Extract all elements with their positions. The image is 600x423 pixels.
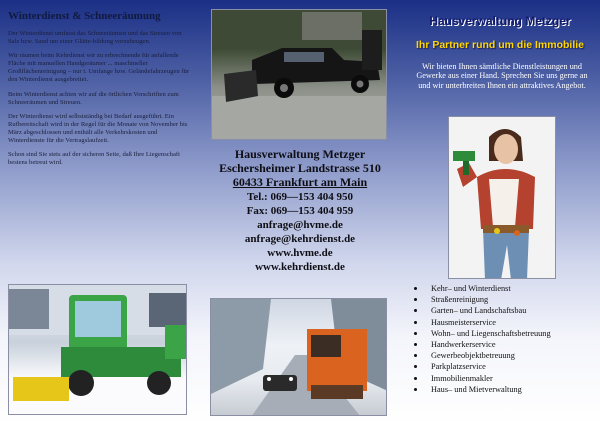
- fax-number: Fax: 069—153 404 959: [246, 205, 354, 217]
- list-item: Straßenreinigung: [412, 294, 592, 305]
- services-list: [412, 283, 592, 395]
- woman-with-drill-photo: [448, 116, 556, 279]
- email-link[interactable]: anfrage@hvme.de: [257, 219, 343, 231]
- list-item: Kehr– und Winterdienst: [412, 283, 592, 294]
- paragraph: Schon sind Sie stets auf der sicheren Seite, daß Ihre Liegenschaft bestens betreut wird.: [8, 151, 180, 167]
- city-address: 60433 Frankfurt am Main: [232, 175, 368, 189]
- paragraph: Beim Winterdienst achten wir auf die örtlichen Vorschriften zum Schneeräumen und Streuen.: [8, 90, 179, 106]
- list-item: Immobilienmakler: [412, 373, 592, 384]
- pickup-truck-photo: [211, 9, 387, 140]
- website-link[interactable]: www.kehrdienst.de: [255, 261, 345, 273]
- winterdienst-title: Winterdienst & Schneeräumung: [8, 10, 161, 22]
- company-name: Hausverwaltung Metzger: [234, 147, 366, 161]
- intro-text: Wir bieten Ihnen sämtliche Dienstleistungen und Gewerke aus einer Hand. Sprechen Sie uns gerne an und wir unterbreiten Ihnen ein attraktives Angebot.: [416, 62, 588, 90]
- contact-block: [200, 147, 400, 274]
- phone-number: Tel.: 069—153 404 950: [247, 191, 353, 203]
- list-item: Gewerbeobjektbetreuung: [412, 350, 592, 361]
- winter-road-gritter-photo: [210, 298, 387, 416]
- list-item: Hausmeisterservice: [412, 317, 592, 328]
- paragraph: Wir räumen beim Kehrdienst wir zu erbrechnende für anfallende Fläche mit manuellen Handgeräumer ... maschineller Großflächenreinigung – nur i. Umfange bzw. Geländefahrzeugen für den Winterdienst ausgebreitet.: [8, 52, 190, 84]
- email-link[interactable]: anfrage@kehrdienst.de: [244, 233, 356, 245]
- website-link[interactable]: www.hvme.de: [267, 247, 333, 259]
- list-item: Handwerkerservice: [412, 339, 592, 350]
- snow-sweeper-tractor-photo: [8, 284, 187, 415]
- street-address: Eschersheimer Landstrasse 510: [219, 161, 381, 175]
- company-title: Hausverwaltung Metzger: [429, 14, 571, 28]
- list-item: Haus– und Mietverwaltung: [412, 384, 592, 395]
- list-item: Wohn– und Liegenschaftsbetreuung: [412, 328, 592, 339]
- winterdienst-text: [8, 30, 194, 173]
- paragraph: Der Winterdienst umfasst das Schneeräumen und das Streuen von Salz bzw. Sand um einer Glätte-bildung vorzubeugen.: [8, 30, 182, 46]
- list-item: Garten– und Landschaftsbau: [412, 305, 592, 316]
- list-item: Parkplatzservice: [412, 361, 592, 372]
- company-slogan: Ihr Partner rund um die Immobilie: [415, 39, 585, 51]
- paragraph: Der Winterdienst wird selbstständig bei Bedarf ausgeführt. Ein Rufbereitschaft wird in der Regel für die Monate von November bis März abgeschlossen und enthält alle Verkehrskosten und Winterdienste für die Vertragslaufzeit.: [8, 112, 188, 145]
